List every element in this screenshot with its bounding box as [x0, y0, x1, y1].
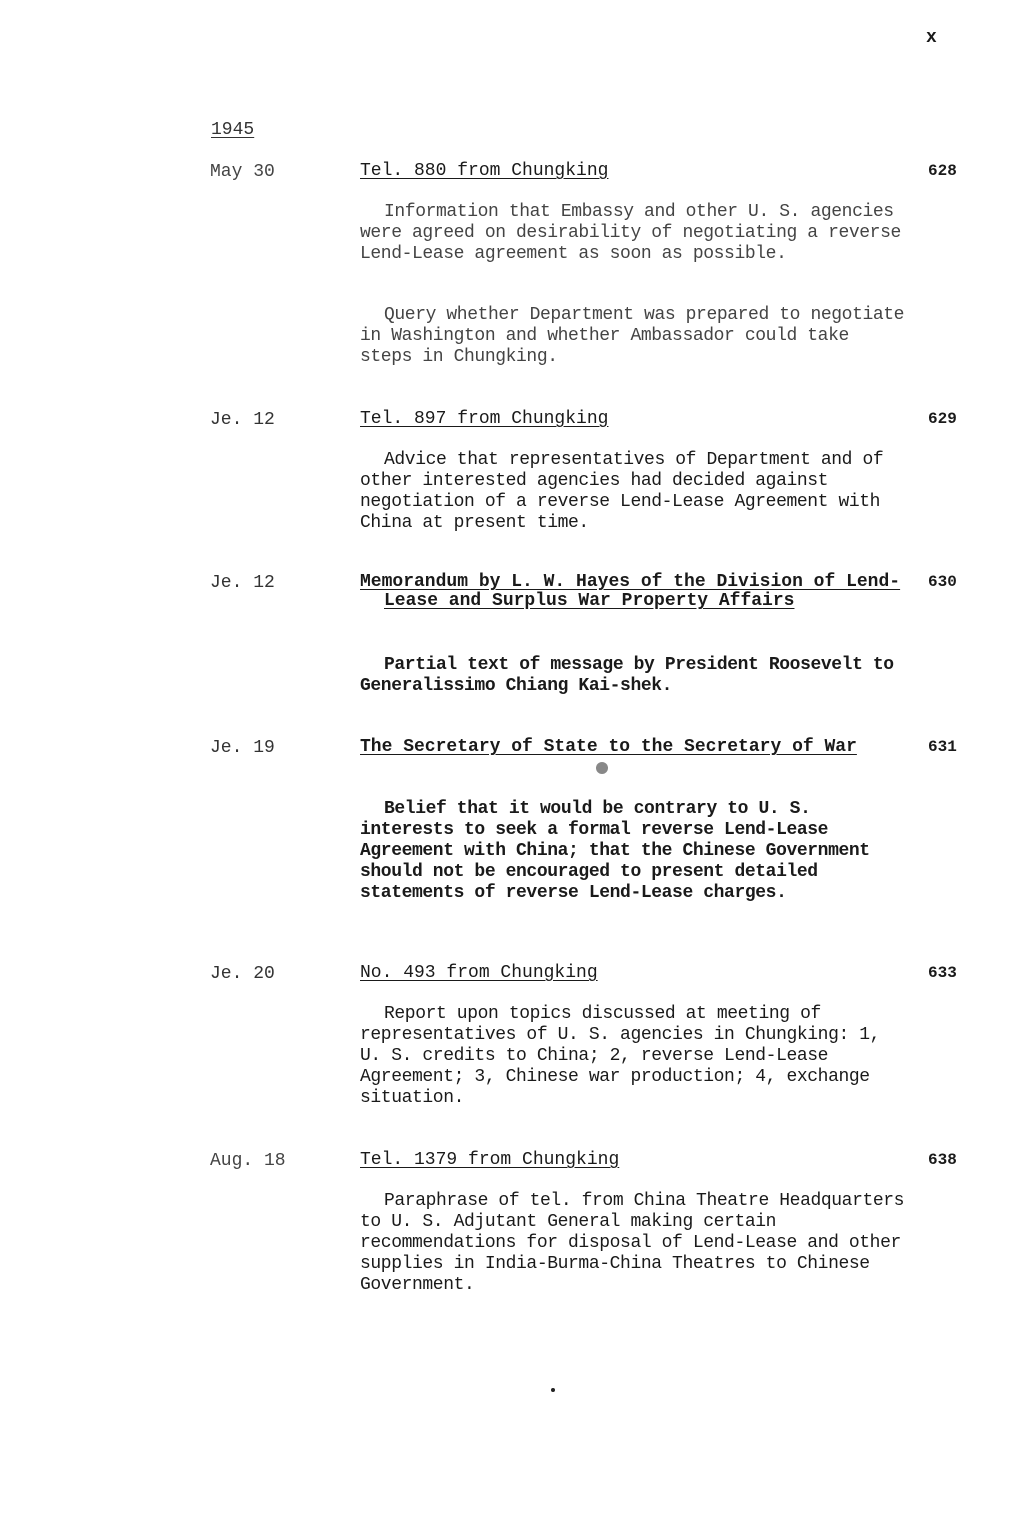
entry-page-number: 633 — [928, 964, 957, 982]
entry-summary: Report upon topics discussed at meeting of representatives of U. S. agencies in Chungking: 1, U. S. credits to China; 2, reverse Lend-Lease Agreement; 3, Chinese war production; 4, exchange situation. — [360, 1004, 881, 1108]
entry-date: Je. 12 — [210, 410, 275, 430]
entry-summary: Advice that representatives of Department and of other interested agencies had decided against negotiation of a reverse Lend-Lease Agreement with China at present time. — [360, 450, 884, 533]
entry-title: Tel. 897 from Chungking — [360, 409, 609, 429]
entry-date: May 30 — [210, 162, 275, 182]
entry-date: Je. 12 — [210, 573, 275, 593]
entry-date: Aug. 18 — [210, 1151, 286, 1171]
entry-title: Tel. 880 from Chungking — [360, 161, 609, 181]
entry-title: No. 493 from Chungking — [360, 963, 598, 983]
entry-page-number: 631 — [928, 738, 957, 756]
entry-summary: Paraphrase of tel. from China Theatre Headquarters to U. S. Adjutant General making certain recommendations for disposal of Lend-Lease and other supplies in India-Burma-China Theatres to Chinese Government. — [360, 1191, 905, 1295]
year-heading: 1945 — [211, 120, 255, 140]
entry-page-number: 629 — [928, 410, 957, 428]
entry-page-number: 628 — [928, 162, 957, 180]
entry-summary: Information that Embassy and other U. S. agencies were agreed on desirability of negotiating a reverse Lend-Lease agreement as soon as possible. — [360, 202, 901, 264]
entry-page-number: 630 — [928, 573, 957, 591]
entry-summary: Partial text of message by President Roosevelt to Generalissimo Chiang Kai-shek. — [360, 655, 894, 696]
paper-speck — [596, 762, 608, 774]
entry-date: Je. 19 — [210, 738, 275, 758]
entry-summary: Belief that it would be contrary to U. S. interests to seek a formal reverse Lend-Lease Agreement with China; that the Chinese Government should not be encouraged to present detailed statements of reverse Lend-Lease charges. — [360, 799, 870, 903]
entry-page-number: 638 — [928, 1151, 957, 1169]
page-roman-numeral: x — [926, 28, 937, 48]
entry-title: The Secretary of State to the Secretary of War — [360, 737, 857, 757]
entry-title: Memorandum by L. W. Hayes of the Division of Lend-Lease and Surplus War Property Affairs — [360, 572, 901, 611]
paper-speck — [551, 1388, 555, 1392]
entry-title: Tel. 1379 from Chungking — [360, 1150, 620, 1170]
entry-date: Je. 20 — [210, 964, 275, 984]
entry-summary: Query whether Department was prepared to negotiate in Washington and whether Ambassador could take steps in Chungking. — [360, 305, 905, 367]
